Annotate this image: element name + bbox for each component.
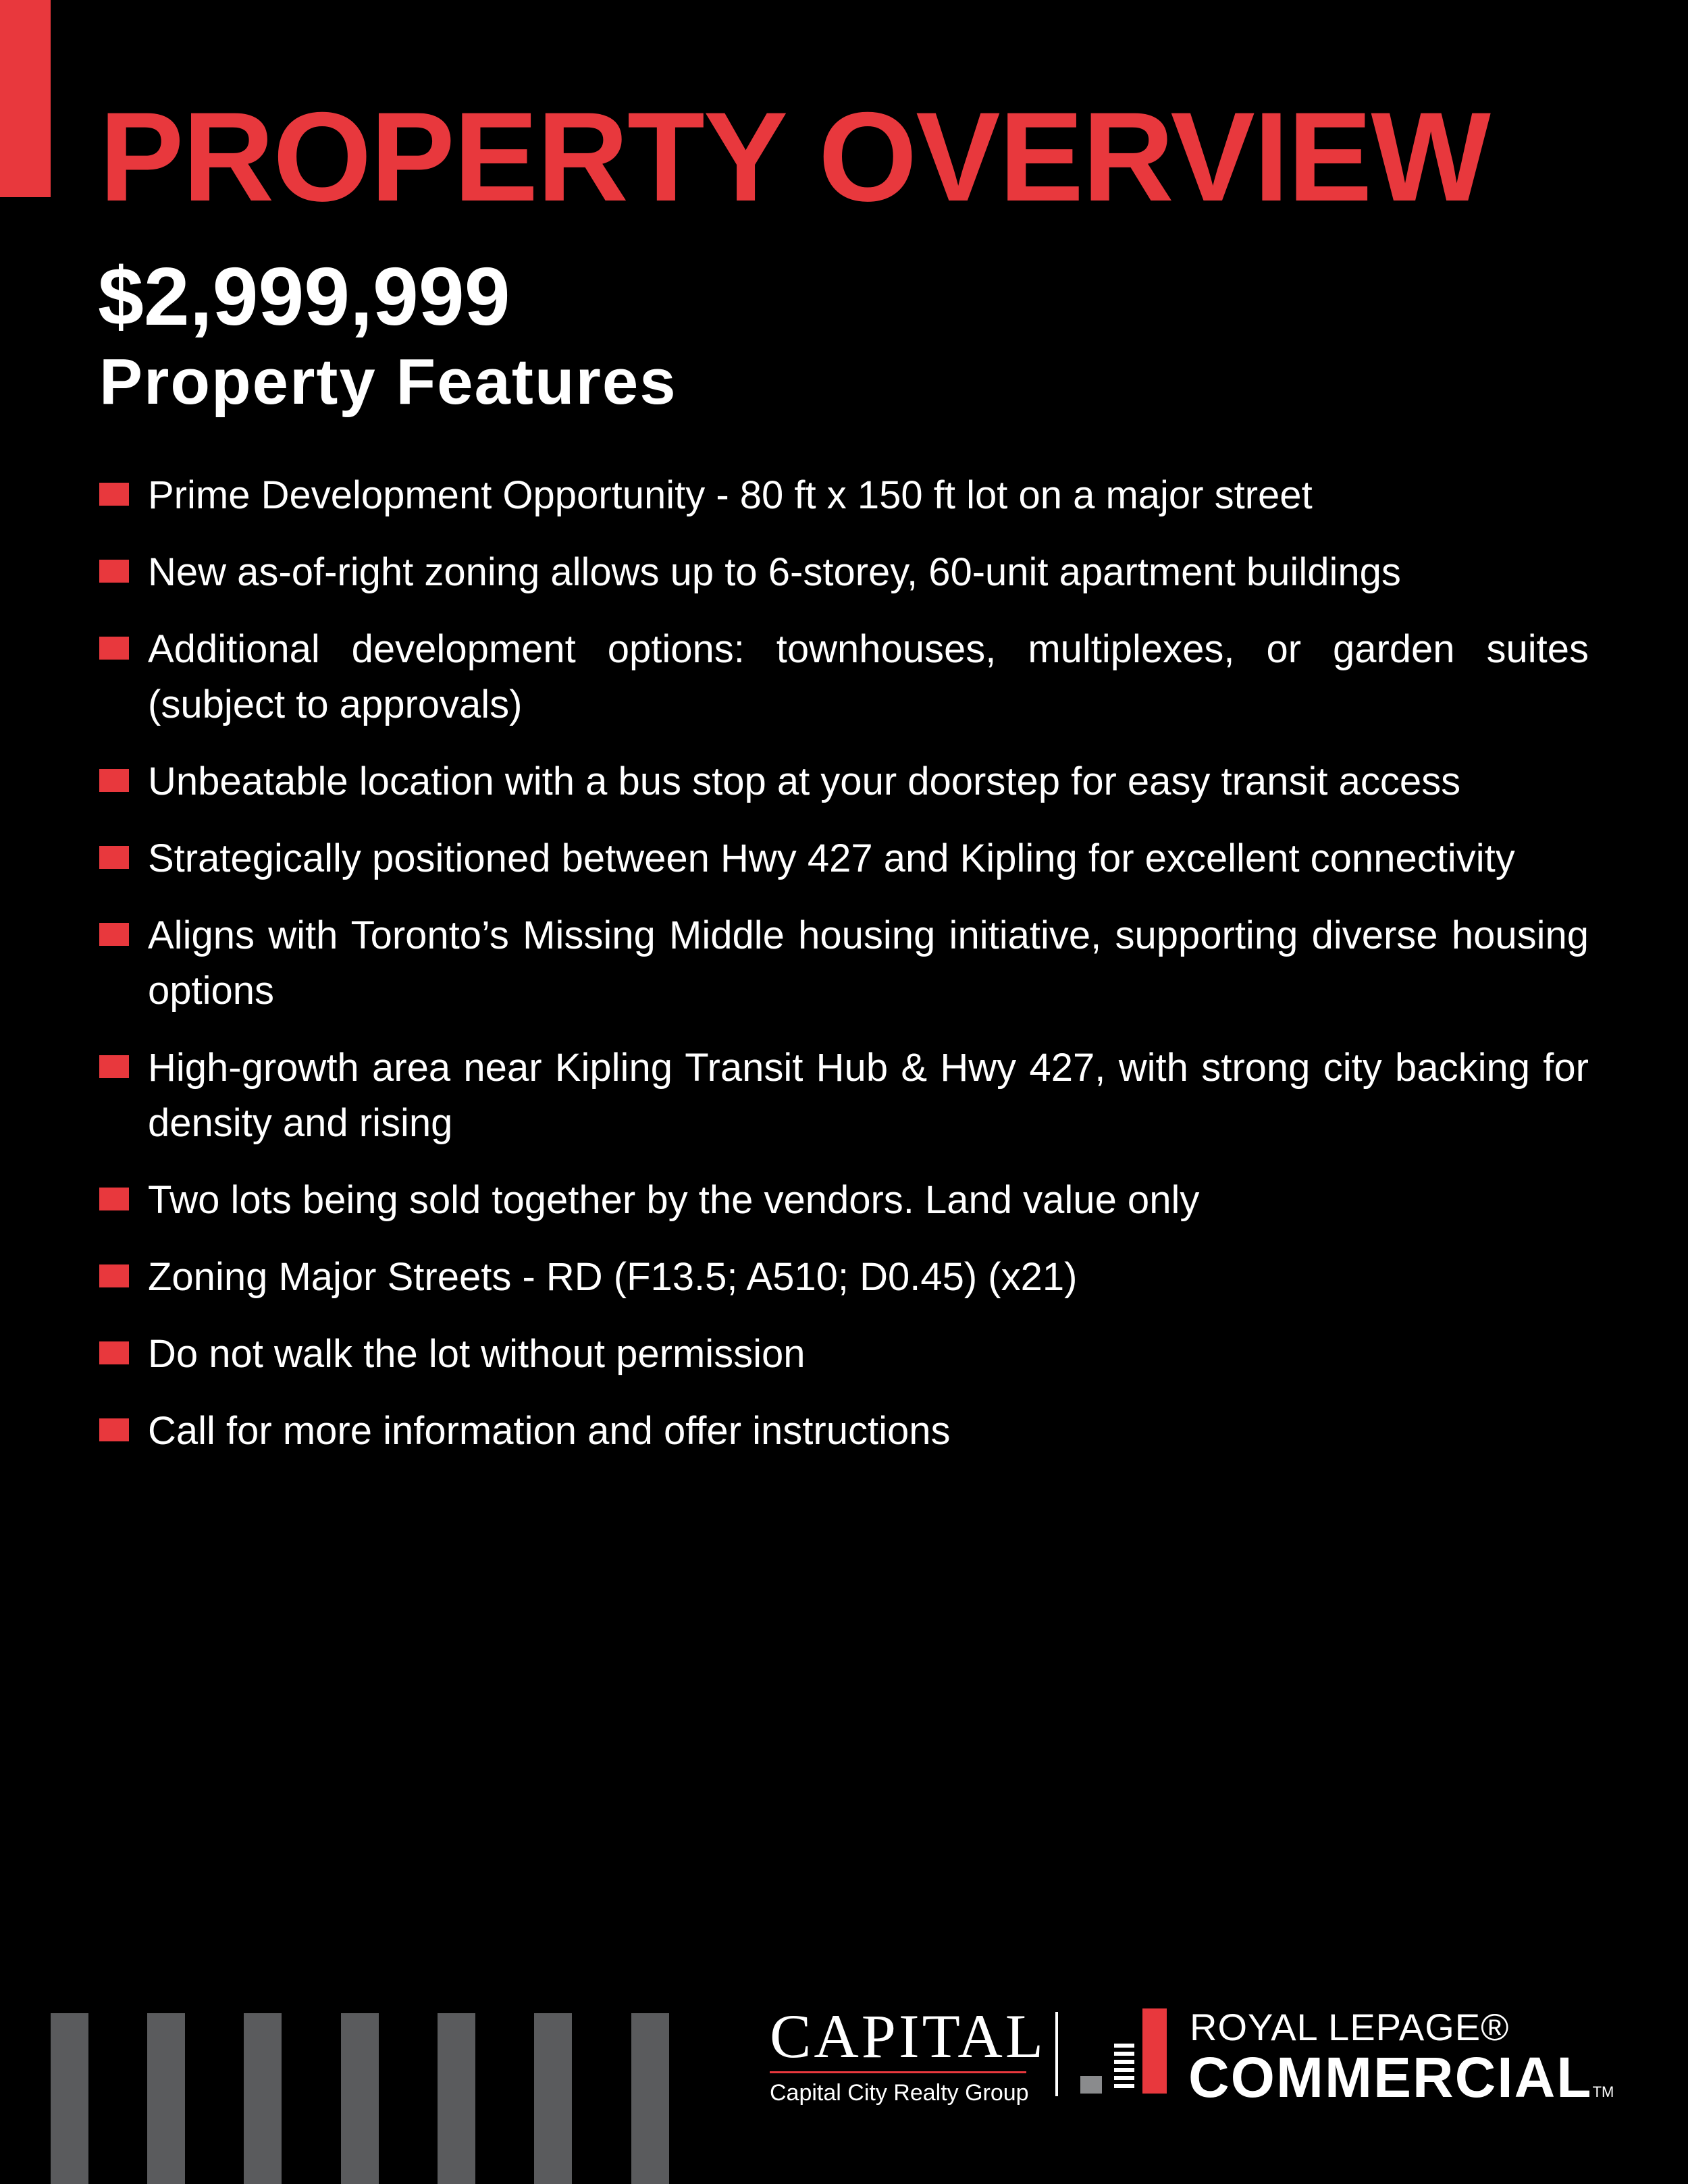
royal-lepage-text: ROYAL LEPAGE®: [1190, 2006, 1510, 2048]
list-item: [99, 754, 1589, 809]
accent-bar: [0, 0, 51, 197]
decorative-stripes: [51, 2013, 672, 2184]
feature-text: Zoning Major Streets - RD (F13.5; A510; D0.45) (x21): [148, 1255, 1078, 1299]
commercial-text: [1188, 2046, 1614, 2109]
capital-logo-tagline: Capital City Realty Group: [770, 2080, 1029, 2106]
square-bullet-icon: [99, 1418, 129, 1441]
list-item: [99, 1173, 1589, 1228]
capital-logo-rule: [770, 2071, 1026, 2073]
feature-text: Aligns with Toronto’s Missing Middle housing initiative, supporting diverse housing options: [148, 913, 1589, 1013]
stripe: [534, 2013, 572, 2184]
capital-logo-name: CAPITAL: [770, 2002, 1047, 2071]
trademark-mark: TM: [1592, 2083, 1614, 2100]
capital-logo: [770, 2002, 1047, 2106]
square-bullet-icon: [99, 1055, 129, 1078]
logo-divider: [1055, 2012, 1058, 2096]
stripe: [244, 2013, 282, 2184]
price: $2,999,999: [98, 250, 510, 342]
feature-text: New as-of-right zoning allows up to 6-storey, 60-unit apartment buildings: [148, 550, 1401, 594]
square-bullet-icon: [99, 1188, 129, 1210]
page-title: PROPERTY OVERVIEW: [99, 86, 1489, 228]
feature-list: [99, 468, 1589, 1481]
square-bullet-icon: [99, 846, 129, 869]
list-item: [99, 545, 1589, 600]
feature-text: Call for more information and offer instructions: [148, 1409, 951, 1453]
list-item: [99, 1327, 1589, 1382]
list-item: [99, 908, 1589, 1019]
square-bullet-icon: [99, 923, 129, 946]
feature-text: Additional development options: townhouses, multiplexes, or garden suites (subject to approvals): [148, 627, 1589, 726]
stripe: [341, 2013, 379, 2184]
square-bullet-icon: [99, 1341, 129, 1364]
square-bullet-icon: [99, 483, 129, 506]
square-bullet-icon: [99, 560, 129, 583]
stripe: [631, 2013, 669, 2184]
list-item: [99, 831, 1589, 886]
list-item: [99, 1250, 1589, 1305]
features-heading: Property Features: [99, 346, 677, 418]
list-item: [99, 622, 1589, 733]
feature-text: Two lots being sold together by the vendors. Land value only: [148, 1178, 1200, 1222]
feature-text: Do not walk the lot without permission: [148, 1332, 806, 1376]
stripe: [147, 2013, 185, 2184]
stripe: [51, 2013, 88, 2184]
list-item: [99, 468, 1589, 523]
list-item: [99, 1040, 1589, 1151]
royal-lepage-commercial-logo: [1080, 2006, 1634, 2109]
list-item: [99, 1404, 1589, 1459]
feature-text: Prime Development Opportunity - 80 ft x 150 ft lot on a major street: [148, 473, 1313, 517]
stripe: [438, 2013, 475, 2184]
feature-text: Strategically positioned between Hwy 427 and Kipling for excellent connectivity: [148, 836, 1515, 880]
square-bullet-icon: [99, 637, 129, 660]
feature-text: Unbeatable location with a bus stop at your doorstep for easy transit access: [148, 760, 1461, 803]
royal-lepage-mark-icon: [1080, 2008, 1171, 2096]
feature-text: High-growth area near Kipling Transit Hub & Hwy 427, with strong city backing for density and rising: [148, 1046, 1589, 1145]
square-bullet-icon: [99, 1264, 129, 1287]
commercial-word: COMMERCIAL: [1188, 2046, 1593, 2109]
square-bullet-icon: [99, 769, 129, 792]
